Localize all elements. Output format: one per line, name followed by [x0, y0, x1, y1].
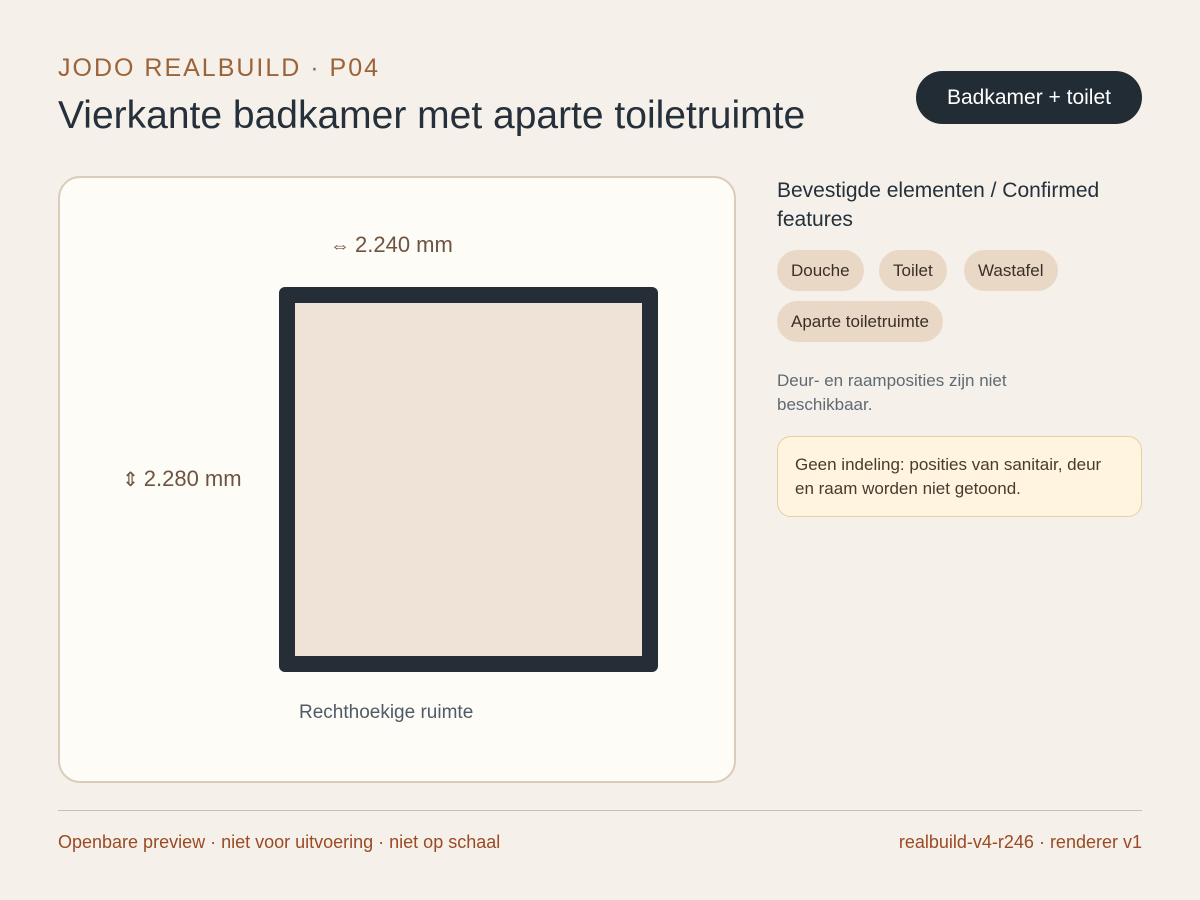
layout-warning: Geen indeling: posities van sanitair, deur en raam worden niet getoond.: [777, 436, 1142, 517]
feature-chip-toilet: Toilet: [879, 250, 947, 291]
room-outline: [279, 287, 658, 672]
room-shape-label: Rechthoekige ruimte: [299, 702, 474, 723]
horizontal-arrows-icon: ⇔: [330, 235, 350, 257]
height-dimension: [122, 466, 242, 492]
project-eyebrow: JODO REALBUILD · P04: [58, 54, 381, 82]
height-dimension-label: 2.280 mm: [143, 466, 242, 491]
feature-chip-douche: Douche: [777, 250, 864, 291]
footer-disclaimer: Openbare preview · niet voor uitvoering · niet op schaal: [58, 832, 501, 852]
width-dimension: [330, 232, 453, 258]
feature-chip-wastafel: Wastafel: [964, 250, 1058, 291]
footer-version: realbuild-v4-r246 · renderer v1: [898, 832, 1142, 852]
footer-divider: [58, 810, 1142, 811]
room-type-badge: Badkamer + toilet: [916, 71, 1142, 124]
page-title: Vierkante badkamer met aparte toiletruimte: [58, 94, 806, 137]
vertical-arrows-icon: ⇕: [122, 469, 139, 491]
features-heading: Bevestigde elementen / Confirmed features: [777, 179, 1100, 231]
width-dimension-label: 2.240 mm: [355, 232, 453, 257]
availability-note: Deur- en raamposities zijn niet beschikbaar.: [777, 371, 1007, 414]
feature-chip-aparte-toiletruimte: Aparte toiletruimte: [777, 301, 943, 342]
